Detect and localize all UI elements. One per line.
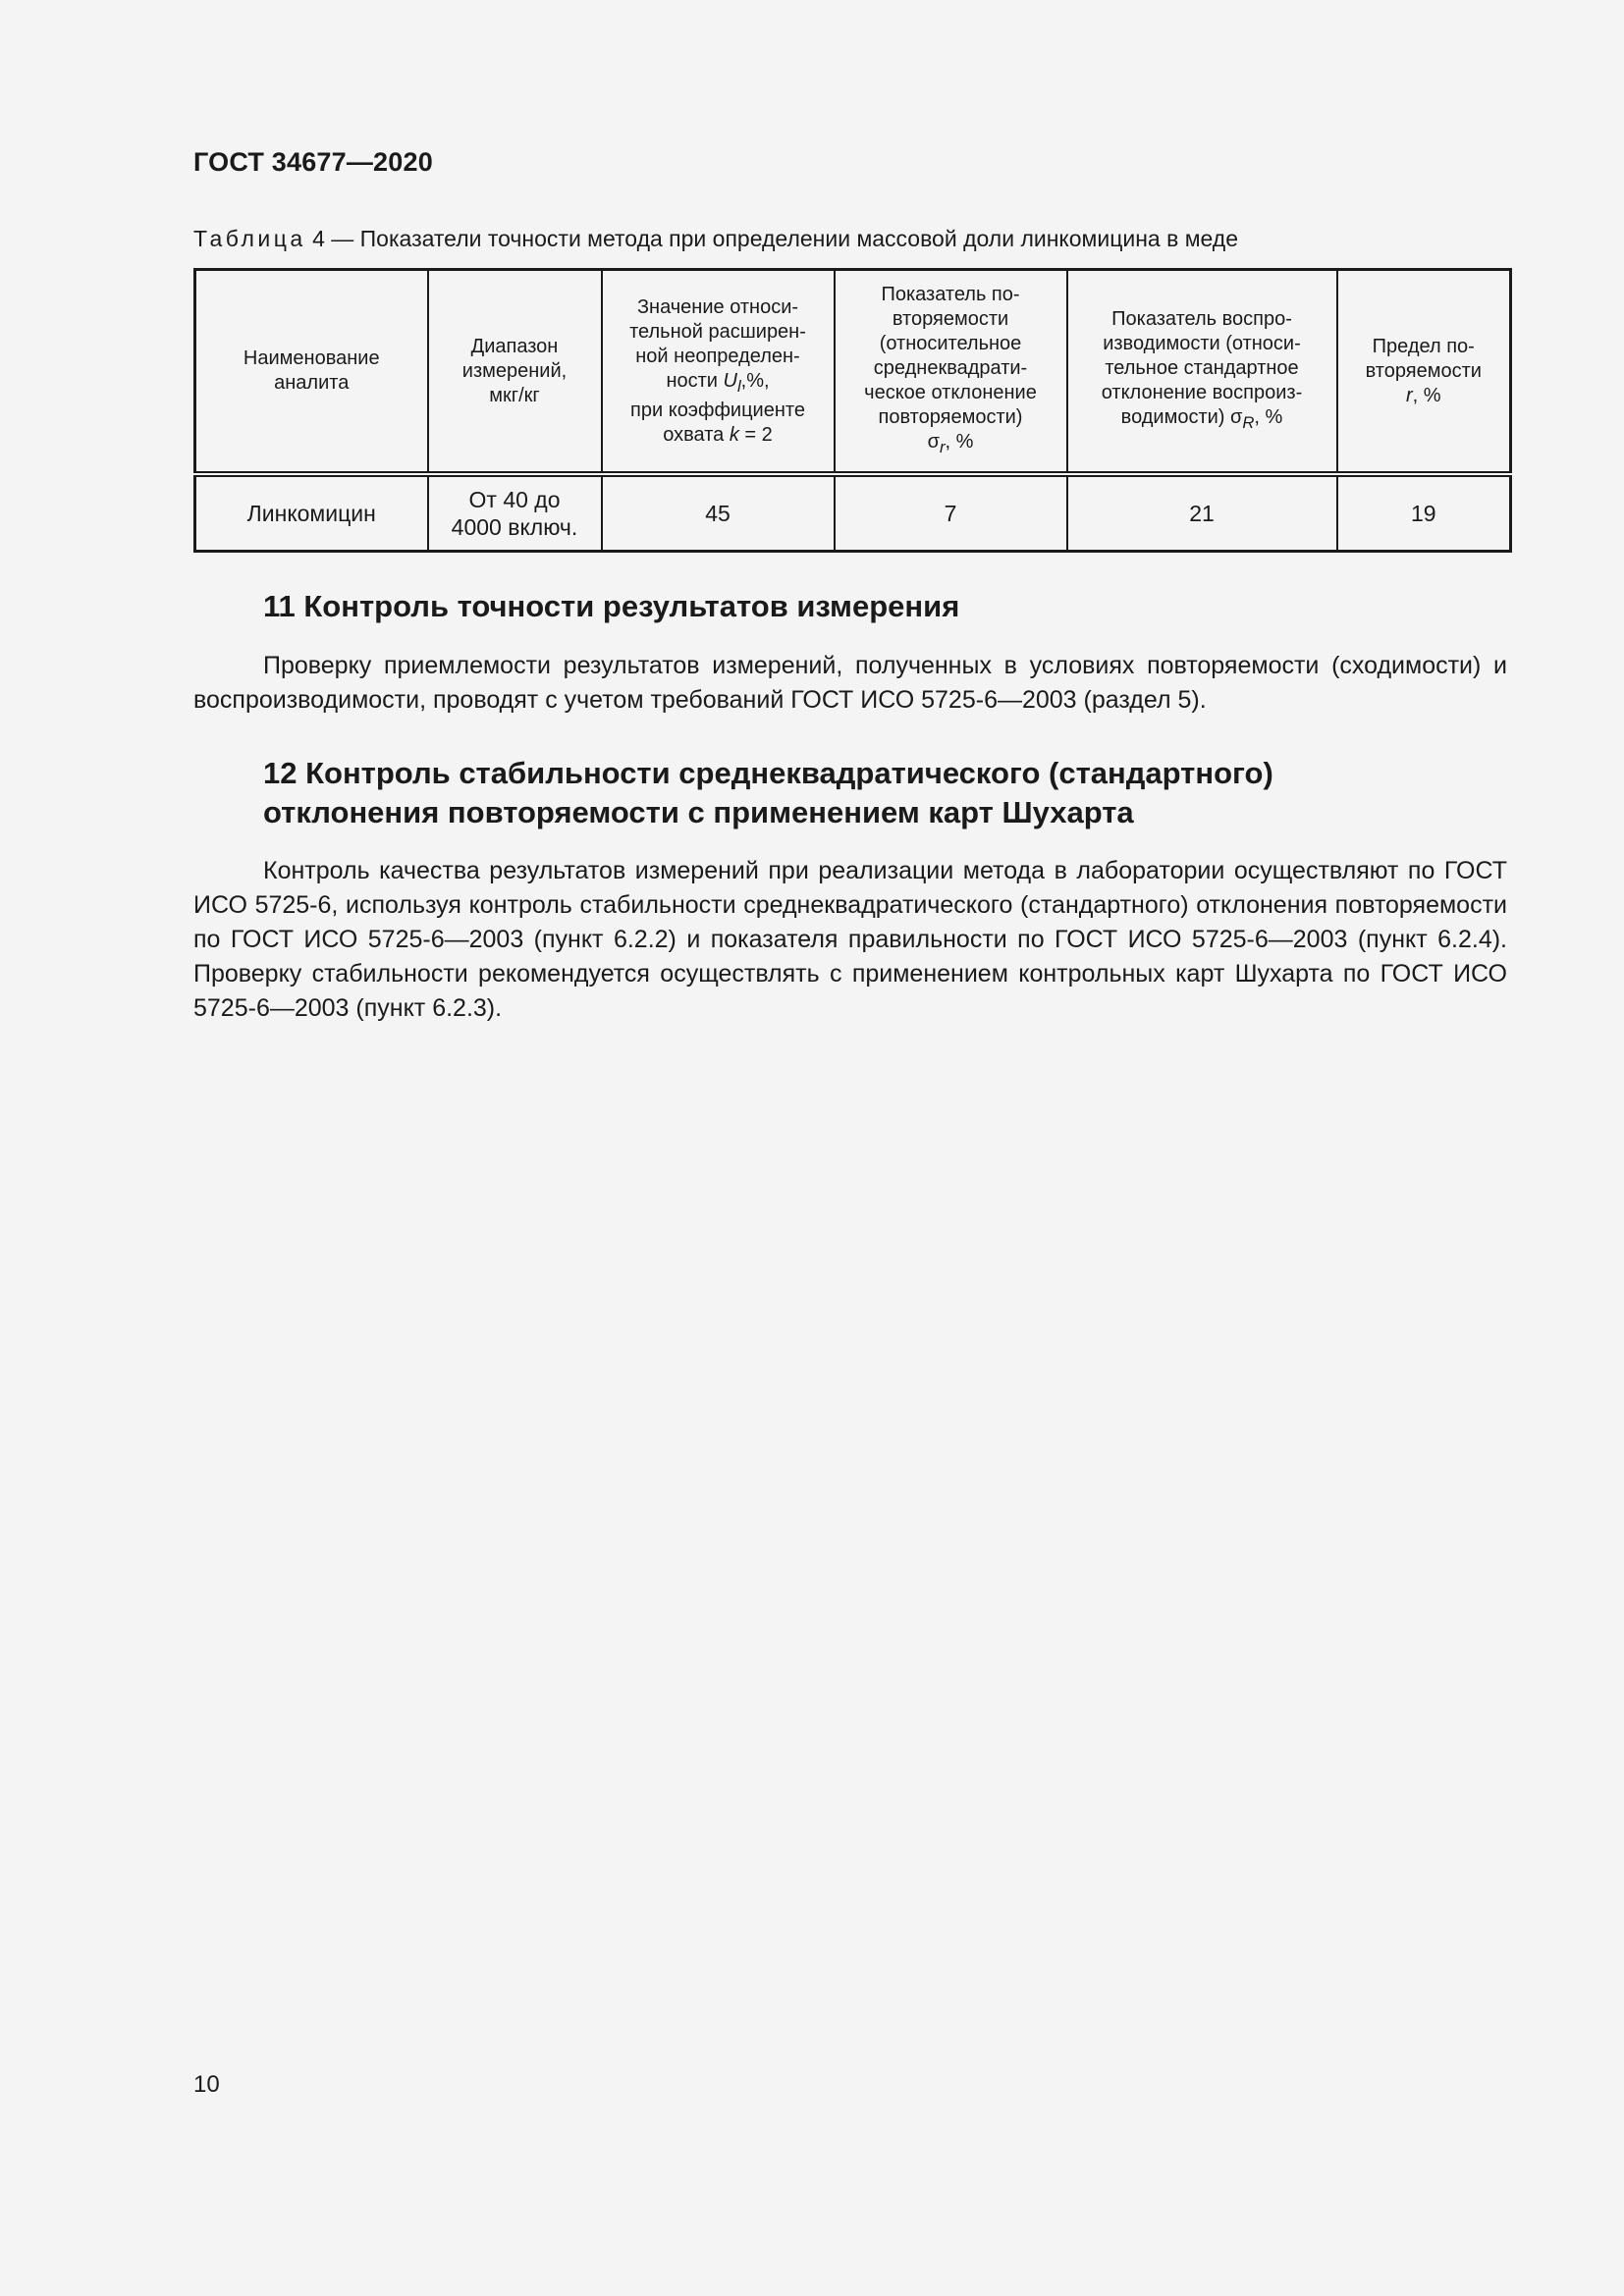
header-repeatability-limit: Предел по- вторяемости r, % xyxy=(1337,270,1511,475)
header-expanded-uncertainty: Значение относи- тельной расширен- ной неопределен- ности $U_l,\%$, при коэффициенте охвата k = 2 xyxy=(602,270,835,475)
table-header-row xyxy=(195,270,1511,475)
cell-expanded-uncertainty: 45 xyxy=(602,474,835,552)
cell-measurement-range: От 40 до 4000 включ. xyxy=(428,474,602,552)
table-caption-number: 4 xyxy=(305,226,325,251)
header-reproducibility-index: Показатель воспро- изводимости (относи- тельное стандартное отклонение воспроиз- водимости) $\sigma_R$, % xyxy=(1067,270,1337,475)
header-measurement-range: Диапазон измерений, мкг/кг xyxy=(428,270,602,475)
table-caption-text: — Показатели точности метода при определении массовой доли линкомицина в меде xyxy=(324,226,1239,251)
cell-analyte-name: Линкомицин xyxy=(195,474,428,552)
section-12-heading-line2: отклонения повторяемости с применением карт Шухарта xyxy=(263,795,1134,829)
section-12-heading-line1: 12 Контроль стабильности среднеквадратического (стандартного) xyxy=(263,756,1273,790)
header-analyte-name: Наименование аналита xyxy=(195,270,428,475)
section-12-paragraph: Контроль качества результатов измерений при реализации метода в лаборатории осуществляют по ГОСТ ИСО 5725-6, используя контроль стабильности среднеквадратического (стандартного) отклонения повторяемости по ГОСТ ИСО 5725-6—2003 (пункт 6.2.2) и показателя правильности по ГОСТ ИСО 5725-6—2003 (пункт 6.2.4). Проверку стабильности рекомендуется осуществлять с применением контрольных карт Шухарта по ГОСТ ИСО 5725-6—2003 (пункт 6.2.3). xyxy=(193,857,1507,1022)
table-row xyxy=(195,474,1511,552)
header-repeatability-index: Показатель по- вторяемости (относительное среднеквадрати- ческое отклонение повторяемости) $\sigma_r$, % xyxy=(835,270,1067,475)
cell-repeatability-index: 7 xyxy=(835,474,1067,552)
section-11-heading: 11 Контроль точности результатов измерения xyxy=(263,589,960,623)
cell-reproducibility-index: 21 xyxy=(1067,474,1337,552)
document-code: ГОСТ 34677—2020 xyxy=(193,147,433,177)
table-caption-word: Таблица xyxy=(193,226,306,251)
cell-repeatability-limit: 19 xyxy=(1337,474,1511,552)
table-caption xyxy=(193,226,1509,252)
page-number: 10 xyxy=(193,2071,220,2098)
accuracy-table xyxy=(193,268,1512,553)
section-11-paragraph: Проверку приемлемости результатов измерений, полученных в условиях повторяемости (сходимости) и воспроизводимости, проводят с учетом требований ГОСТ ИСО 5725-6—2003 (раздел 5). xyxy=(193,652,1507,714)
